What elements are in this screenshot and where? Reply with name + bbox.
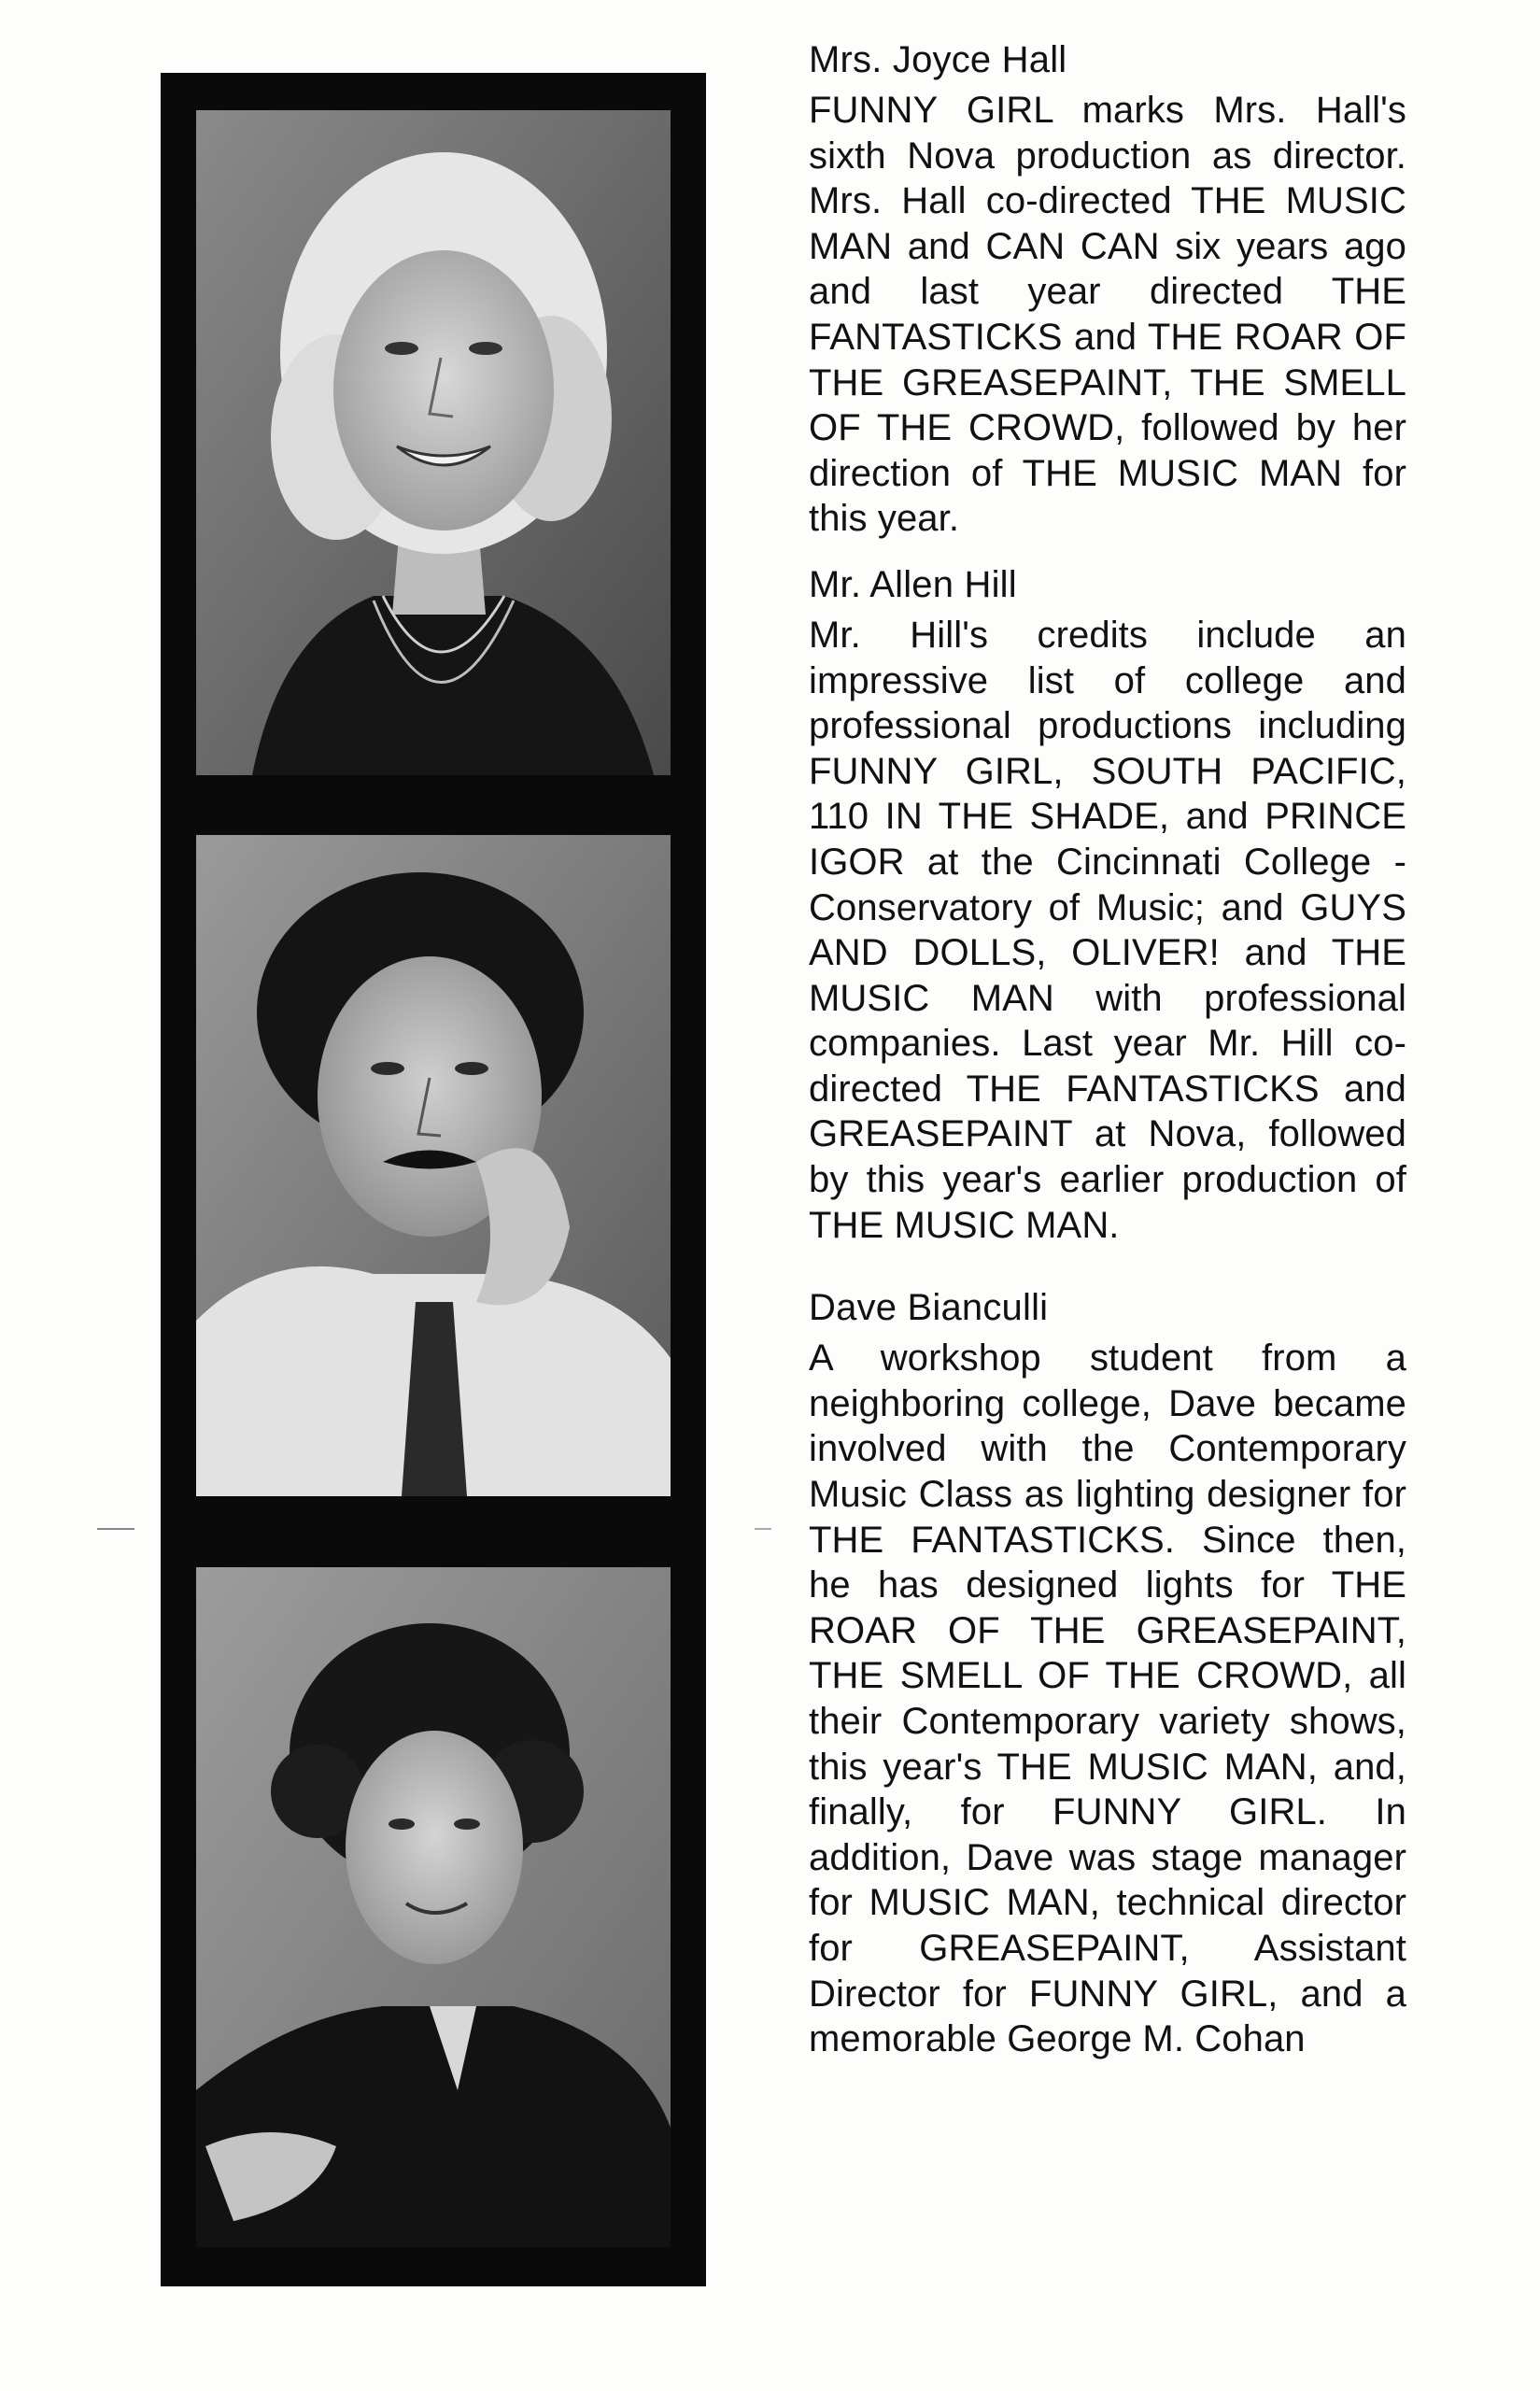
photo-strip: [161, 73, 706, 2286]
bio-name: Mr. Allen Hill: [809, 563, 1017, 605]
portrait-woman-photo: [196, 110, 671, 775]
bio-column: [809, 37, 1406, 2083]
stray-print-mark: [755, 1528, 771, 1530]
portrait-young-man-photo: [196, 1567, 671, 2247]
bio-text: FUNNY GIRL marks Mrs. Hall's sixth Nova production as director. Mrs. Hall co-directed THE MUSIC MAN and CAN CAN six years ago and last year directed THE FANTASTICKS and THE ROAR OF THE GREASEPAINT, THE SMELL OF THE CROWD, followed by her direction of THE MUSIC MAN for this year.: [809, 90, 1406, 540]
stray-print-mark: [97, 1528, 134, 1530]
bio-name: Dave Bianculli: [809, 1287, 1049, 1329]
bio-name: Mrs. Joyce Hall: [809, 39, 1067, 80]
bio-text: A workshop student from a neighboring college, Dave became involved with the Contemporary Music Class as lighting designer for THE FANTASTICKS. Since then, he has designed lights for THE ROAR OF THE GREASEPAINT, THE SMELL OF THE CROWD, all their Contemporary variety shows, this year's THE MUSIC MAN, and, finally, for FUNNY GIRL. In addition, Dave was stage manager for MUSIC MAN, technical director for GREASEPAINT, Assistant Director for FUNNY GIRL, and a memorable George M. Cohan: [809, 1337, 1406, 2060]
bio-joyce-hall: [809, 37, 1406, 542]
bio-text: Mr. Hill's credits include an impressive list of college and professional productions including FUNNY GIRL, SOUTH PACIFIC, 110 IN THE SHADE, and PRINCE IGOR at the Cincinnati College - Conservatory of Music; and GUYS AND DOLLS, OLIVER! and THE MUSIC MAN with professional companies. Last year Mr. Hill co-directed THE FANTASTICKS and GREASEPAINT at Nova, followed by this year's earlier production of THE MUSIC MAN.: [809, 614, 1406, 1246]
bio-allen-hill: [809, 562, 1406, 1248]
bio-dave-bianculli: [809, 1285, 1406, 2062]
portrait-man-mustache-photo: [196, 835, 671, 1496]
